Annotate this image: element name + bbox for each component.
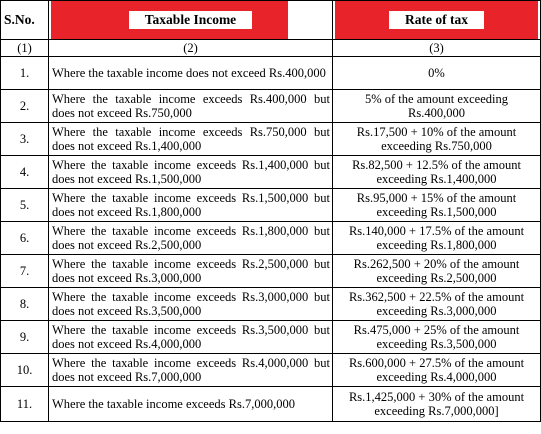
header-row [1, 1, 541, 40]
row-income: Where the taxable income exceeds Rs.1,800,000 but does not exceed Rs.2,500,000 [49, 222, 333, 255]
row-rate: Rs.362,500 + 22.5% of the amount exceeding Rs.3,000,000 [333, 288, 541, 321]
row-rate: Rs.17,500 + 10% of the amount exceeding Rs.750,000 [333, 123, 541, 156]
row-income: Where the taxable income exceeds Rs.4,000,000 but does not exceed Rs.7,000,000 [49, 354, 333, 387]
header-sno [1, 1, 49, 40]
row-rate: Rs.600,000 + 27.5% of the amount exceeding Rs.4,000,000 [333, 354, 541, 387]
row-sno: 3. [1, 123, 49, 156]
row-sno: 6. [1, 222, 49, 255]
table-row [1, 189, 541, 222]
row-income: Where the taxable income does not exceed Rs.400,000 [49, 57, 333, 90]
table-row [1, 255, 541, 288]
table-row [1, 156, 541, 189]
header-income [49, 1, 333, 40]
row-rate: Rs.140,000 + 17.5% of the amount exceeding Rs.1,800,000 [333, 222, 541, 255]
row-rate: Rs.262,500 + 20% of the amount exceeding Rs.2,500,000 [333, 255, 541, 288]
row-rate: Rs.82,500 + 12.5% of the amount exceeding Rs.1,400,000 [333, 156, 541, 189]
row-rate: Rs.475,000 + 25% of the amount exceeding Rs.3,500,000 [333, 321, 541, 354]
header-sno-label: S.No. [4, 12, 35, 27]
row-rate: Rs.95,000 + 15% of the amount exceeding Rs.1,500,000 [333, 189, 541, 222]
column-number-row [1, 40, 541, 57]
column-number-1: (1) [1, 40, 49, 57]
row-rate: 0% [333, 57, 541, 90]
table-row [1, 222, 541, 255]
header-income-label: Taxable Income [129, 11, 252, 29]
row-income: Where the taxable income exceeds Rs.3,500,000 but does not exceed Rs.4,000,000 [49, 321, 333, 354]
row-income: Where the taxable income exceeds Rs.1,500,000 but does not exceed Rs.1,800,000 [49, 189, 333, 222]
row-sno: 1. [1, 57, 49, 90]
column-number-2: (2) [49, 40, 333, 57]
header-rate [333, 1, 541, 40]
row-sno: 11. [1, 387, 49, 422]
row-sno: 5. [1, 189, 49, 222]
row-sno: 4. [1, 156, 49, 189]
table-row [1, 90, 541, 123]
row-rate: 5% of the amount exceeding Rs.400,000 [333, 90, 541, 123]
row-sno: 8. [1, 288, 49, 321]
table-row [1, 354, 541, 387]
row-sno: 2. [1, 90, 49, 123]
row-income: Where the taxable income exceeds Rs.400,000 but does not exceed Rs.750,000 [49, 90, 333, 123]
table-row [1, 321, 541, 354]
table-row [1, 387, 541, 422]
row-income: Where the taxable income exceeds Rs.7,000,000 [49, 387, 333, 422]
row-income: Where the taxable income exceeds Rs.2,500,000 but does not exceed Rs.3,000,000 [49, 255, 333, 288]
header-rate-label: Rate of tax [389, 11, 484, 29]
row-sno: 10. [1, 354, 49, 387]
table-row [1, 57, 541, 90]
table-row [1, 123, 541, 156]
row-sno: 7. [1, 255, 49, 288]
row-rate: Rs.1,425,000 + 30% of the amount exceeding Rs.7,000,000] [333, 387, 541, 422]
row-sno: 9. [1, 321, 49, 354]
table-row [1, 288, 541, 321]
column-number-3: (3) [333, 40, 541, 57]
row-income: Where the taxable income exceeds Rs.1,400,000 but does not exceed Rs.1,500,000 [49, 156, 333, 189]
row-income: Where the taxable income exceeds Rs.3,000,000 but does not exceed Rs.3,500,000 [49, 288, 333, 321]
row-income: Where the taxable income exceeds Rs.750,000 but does not exceed Rs.1,400,000 [49, 123, 333, 156]
